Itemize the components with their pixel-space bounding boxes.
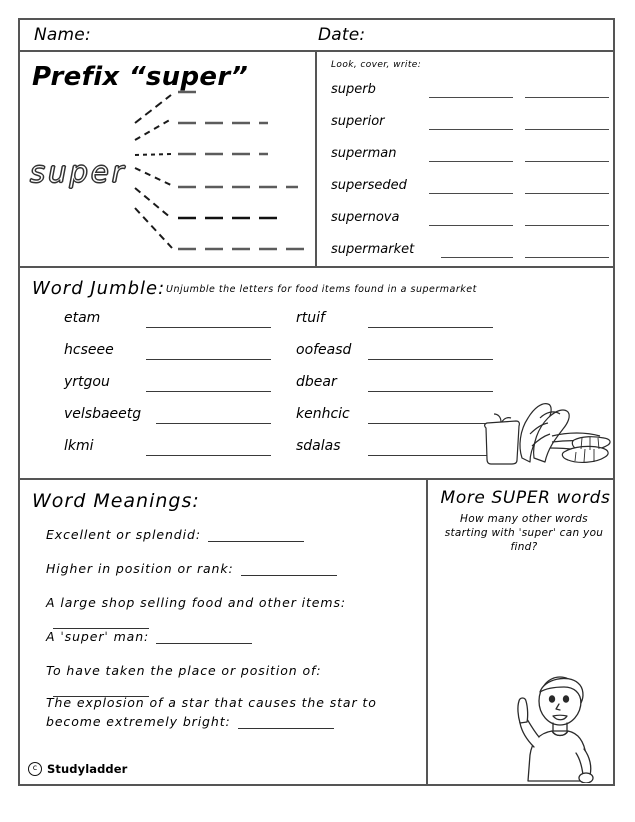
meaning-text: Higher in position or rank: bbox=[46, 561, 234, 576]
meaning-row bbox=[46, 626, 424, 645]
lcw-blank-line-1[interactable] bbox=[429, 161, 513, 162]
meaning-text: Excellent or splendid: bbox=[46, 527, 201, 542]
look-cover-write-label: Look, cover, write: bbox=[331, 60, 422, 70]
meaning-row bbox=[46, 692, 416, 730]
jumble-blank-line[interactable] bbox=[368, 391, 493, 392]
lcw-word: superseded bbox=[331, 178, 407, 193]
lcw-word: supermarket bbox=[331, 242, 415, 257]
lcw-row bbox=[331, 210, 607, 228]
lcw-blank-line-2[interactable] bbox=[525, 97, 609, 98]
jumble-row bbox=[296, 342, 496, 362]
meaning-text: To have taken the place or position of: bbox=[46, 663, 322, 678]
jumble-blank-line[interactable] bbox=[146, 327, 271, 328]
name-label: Name: bbox=[34, 25, 91, 45]
jumble-row bbox=[64, 406, 274, 426]
jumble-blank-line[interactable] bbox=[146, 391, 271, 392]
jumble-blank-line[interactable] bbox=[368, 455, 493, 456]
word-jumble-band bbox=[18, 268, 615, 480]
jumble-word: dbear bbox=[296, 374, 337, 390]
vegetables-icon bbox=[478, 396, 614, 474]
name-date-bar bbox=[18, 18, 615, 52]
lcw-word: supernova bbox=[331, 210, 400, 225]
date-label: Date: bbox=[318, 25, 366, 45]
word-jumble-title: Word Jumble: bbox=[32, 278, 166, 299]
lcw-blank-line-1[interactable] bbox=[429, 193, 513, 194]
jumble-blank-line[interactable] bbox=[368, 423, 493, 424]
lcw-row bbox=[331, 146, 607, 164]
lower-band bbox=[18, 480, 615, 786]
word-meanings-panel bbox=[18, 480, 428, 786]
jumble-row bbox=[64, 374, 274, 394]
root-word-super: super bbox=[30, 155, 127, 189]
jumble-row bbox=[64, 310, 274, 330]
lcw-blank-line-2[interactable] bbox=[525, 193, 609, 194]
jumble-blank-line[interactable] bbox=[146, 359, 271, 360]
jumble-blank-line[interactable] bbox=[146, 455, 271, 456]
lcw-word: superb bbox=[331, 82, 376, 97]
more-super-words-panel bbox=[428, 480, 615, 786]
lcw-word: superman bbox=[331, 146, 397, 161]
jumble-row bbox=[296, 310, 496, 330]
prefix-branch-diagram bbox=[126, 70, 316, 260]
lcw-row bbox=[331, 114, 607, 132]
meaning-row bbox=[46, 558, 424, 577]
meaning-text: A large shop selling food and other items: bbox=[46, 595, 346, 610]
brand-name: Studyladder bbox=[47, 762, 128, 776]
meaning-blank-line[interactable] bbox=[241, 575, 337, 576]
jumble-blank-line[interactable] bbox=[368, 359, 493, 360]
jumble-word: rtuif bbox=[296, 310, 325, 326]
meaning-blank-line[interactable] bbox=[238, 728, 334, 729]
jumble-blank-line[interactable] bbox=[156, 423, 271, 424]
prefix-title: Prefix “super” bbox=[32, 62, 248, 92]
lcw-blank-line-2[interactable] bbox=[525, 161, 609, 162]
jumble-word: hcseee bbox=[64, 342, 114, 358]
studyladder-logo bbox=[28, 762, 127, 776]
look-cover-write-panel bbox=[317, 52, 615, 266]
lcw-blank-line-2[interactable] bbox=[525, 129, 609, 130]
copyright-icon: c bbox=[28, 762, 42, 776]
lcw-word: superior bbox=[331, 114, 385, 129]
more-super-words-subtitle: How many other words starting with ˈsuperˈ can you find? bbox=[444, 513, 604, 553]
meaning-blank-line[interactable] bbox=[208, 541, 304, 542]
jumble-row bbox=[64, 438, 274, 458]
lcw-blank-line-1[interactable] bbox=[429, 97, 513, 98]
meaning-blank-line[interactable] bbox=[156, 643, 252, 644]
jumble-row bbox=[296, 374, 496, 394]
jumble-word: etam bbox=[64, 310, 101, 326]
prefix-diagram-panel bbox=[18, 52, 317, 266]
meaning-row bbox=[46, 592, 424, 630]
meaning-text: A ˈsuperˈ man: bbox=[46, 629, 150, 644]
meaning-text: The explosion of a star that causes the star to become extremely bright: bbox=[46, 695, 377, 729]
lcw-row bbox=[331, 82, 607, 100]
jumble-blank-line[interactable] bbox=[368, 327, 493, 328]
jumble-row bbox=[296, 406, 496, 426]
lcw-blank-line-1[interactable] bbox=[429, 225, 513, 226]
jumble-word: yrtgou bbox=[64, 374, 110, 390]
jumble-row bbox=[64, 342, 274, 362]
jumble-word: lkmi bbox=[64, 438, 94, 454]
more-super-words-title: More SUPER words bbox=[440, 488, 611, 508]
lcw-row bbox=[331, 242, 607, 260]
lcw-blank-line-2[interactable] bbox=[525, 225, 609, 226]
lcw-row bbox=[331, 178, 607, 196]
jumble-row bbox=[296, 438, 496, 458]
jumble-word: velsbaeetg bbox=[64, 406, 142, 422]
word-meanings-title: Word Meanings: bbox=[32, 490, 200, 512]
meaning-row bbox=[46, 524, 424, 543]
lcw-blank-line-2[interactable] bbox=[525, 257, 609, 258]
jumble-word: sdalas bbox=[296, 438, 341, 454]
lcw-blank-line-1[interactable] bbox=[429, 129, 513, 130]
lcw-blank-line-1[interactable] bbox=[441, 257, 513, 258]
word-jumble-instruction: Unjumble the letters for food items found in a supermarket bbox=[166, 284, 477, 295]
person-pointing-icon bbox=[506, 675, 608, 783]
prefix-band bbox=[18, 52, 615, 268]
jumble-word: oofeasd bbox=[296, 342, 352, 358]
jumble-word: kenhcic bbox=[296, 406, 350, 422]
